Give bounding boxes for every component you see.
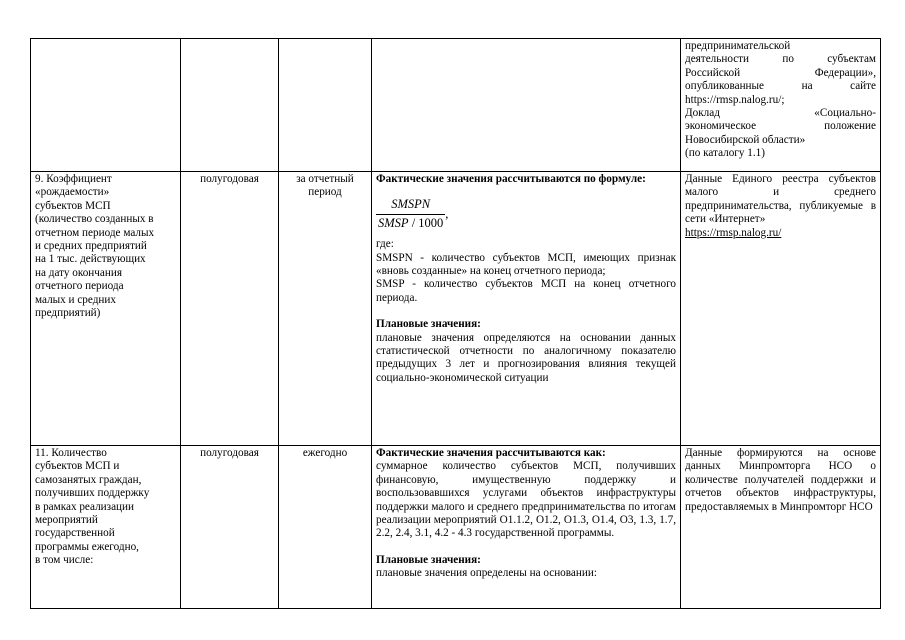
- source-line: деятельности по субъектам: [685, 53, 876, 66]
- name-cell: [31, 39, 181, 172]
- name-line: получивших поддержку: [35, 487, 150, 500]
- period-cell: ежегодно: [279, 446, 372, 609]
- name-line: 9. Коэффициент: [35, 173, 112, 185]
- source-line: https://rmsp.nalog.ru/;: [685, 93, 785, 106]
- where-label: где:: [376, 238, 394, 251]
- name-line: субъектов МСП и: [35, 460, 120, 473]
- source-line: (по каталогу 1.1): [685, 147, 766, 160]
- formula-comma: ,: [445, 206, 449, 221]
- name-cell: [31, 446, 181, 609]
- table-row: [31, 39, 881, 172]
- source-line: Новосибирской области»: [685, 133, 806, 146]
- method-cell: [372, 446, 681, 609]
- periodicity-cell: полугодовая: [181, 446, 279, 609]
- name-line: отчетном периоде малых: [35, 226, 155, 239]
- name-line: государственной: [35, 527, 115, 540]
- definition-1: SMSPN - количество субъектов МСП, имеющих признак «вновь созданные» на конец отчетного периода;: [376, 251, 676, 278]
- name-line: самозанятых граждан,: [35, 473, 142, 486]
- formula-numerator: SMSPN: [376, 198, 445, 214]
- method-cell: [372, 172, 681, 446]
- method-cell: [372, 39, 681, 172]
- source-line: Доклад «Социально-: [685, 107, 876, 120]
- method-heading: Фактические значения рассчитываются как:: [376, 447, 606, 459]
- method-text: суммарное количество субъектов МСП, получивших финансовую, имущественную поддержку и воспользовавшихся услугами объектов инфраструктуры поддержки малого и среднего предпринимательства по итогам реализации мероприятий О1.1.2, О1.2, О1.3, О1.4, О3, 1.3, 1.7, 2.2, 2.4, 3.1, 4.2 - 4.3 государственной программы.: [376, 460, 676, 540]
- name-line: 11. Количество: [35, 447, 107, 459]
- plan-text: плановые значения определены на основании:: [376, 567, 597, 580]
- name-line: на дату окончания: [35, 266, 123, 279]
- name-line: на 1 тыс. действующих: [35, 253, 146, 266]
- indicators-table: [30, 38, 881, 609]
- name-cell: [31, 172, 181, 446]
- source-cell: [681, 172, 881, 446]
- formula-denominator-var: SMSP: [378, 215, 409, 230]
- periodicity-cell: [181, 39, 279, 172]
- name-line: (количество созданных в: [35, 213, 154, 226]
- table-row: [31, 172, 881, 446]
- period-cell: за отчетный период: [279, 172, 372, 446]
- periodicity-cell: полугодовая: [181, 172, 279, 446]
- name-line: в рамках реализации: [35, 500, 135, 513]
- name-line: программы ежегодно,: [35, 540, 139, 553]
- plan-heading: Плановые значения:: [376, 553, 481, 566]
- source-line: Российской Федерации»,: [685, 66, 876, 79]
- name-line: малых и средних: [35, 293, 116, 306]
- name-line: субъектов МСП: [35, 199, 111, 212]
- name-line: мероприятий: [35, 514, 98, 527]
- formula: [376, 186, 676, 238]
- plan-heading: Плановые значения:: [376, 318, 481, 331]
- source-line: предпринимательской: [685, 40, 791, 52]
- name-line: и средних предприятий: [35, 240, 147, 253]
- source-line: опубликованные на сайте: [685, 80, 876, 93]
- period-cell: [279, 39, 372, 172]
- name-line: предприятий): [35, 307, 101, 320]
- plan-text: плановые значения определяются на основании данных статистической отчетности по аналогичному показателю предыдущих 3 лет и прогнозирования влияния текущей социально-экономической ситуации: [376, 331, 676, 384]
- name-line: «рождаемости»: [35, 186, 110, 199]
- source-line: экономическое положение: [685, 120, 876, 133]
- source-text: Данные Единого реестра субъектов малого и среднего предпринимательства, публикуемые в сети «Интернет»: [685, 173, 876, 226]
- source-link[interactable]: https://rmsp.nalog.ru/: [685, 226, 782, 239]
- name-line: отчетного периода: [35, 280, 124, 293]
- method-heading: Фактические значения рассчитываются по формуле:: [376, 173, 646, 185]
- definition-2: SMSP - количество субъектов МСП на конец отчетного периода.: [376, 278, 676, 304]
- source-cell: [681, 39, 881, 172]
- name-line: в том числе:: [35, 554, 94, 567]
- source-cell: Данные формируются на основе данных Минпромторга НСО о количестве получателей поддержки и отчетов объектов инфраструктуры, предоставляемых в Минпромторг НСО: [681, 446, 881, 609]
- formula-denominator-rest: / 1000: [408, 215, 444, 230]
- table-row: [31, 446, 881, 609]
